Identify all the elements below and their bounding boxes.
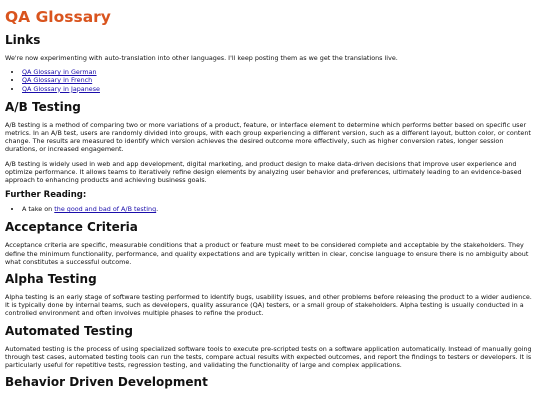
- ab-testing-paragraph-1: A/B testing is a method of comparing two or more variations of a product, feature, or interface element to determine which performs better based on specific user metrics. In an A/B test, users are randomly divided into groups, with each group experiencing a different version, such as a different layout, button color, or content change. The results are measured to identify which version achieves the desired outcome more effectively, such as higher conversion rates, longer session durations, or increased engagement.: [5, 120, 531, 154]
- alpha-testing-heading: Alpha Testing: [5, 272, 97, 287]
- ab-testing-heading: A/B Testing: [5, 99, 81, 114]
- link-glossary-french[interactable]: QA Glossary in French: [22, 76, 93, 85]
- bdd-heading: Behavior Driven Development: [5, 375, 208, 390]
- ab-testing-paragraph-2: A/B testing is widely used in web and app development, digital marketing, and product design to make data-driven decisions that improve user experience and optimize performance. It allows teams to iteratively refine design elements by analyzing user behavior and preferences, ultimately leading to an evidence-based approach to enhancing products and achieving business goals.: [5, 159, 522, 185]
- list-item: [22, 85, 535, 93]
- further-reading-heading: Further Reading:: [5, 190, 87, 201]
- link-glossary-japanese[interactable]: QA Glossary in Japanese: [22, 84, 100, 93]
- acceptance-criteria-paragraph: Acceptance criteria are specific, measurable conditions that a product or feature must meet to be considered complete and acceptable by the stakeholders. They define the minimum functionality, performance, and quality expectations and are typically written in clear, concise language to ensure there is no ambiguity about what constitutes a successful outcome.: [5, 241, 529, 266]
- further-reading-prefix: A take on: [22, 205, 55, 214]
- further-reading-list: [5, 205, 535, 213]
- page-title: QA Glossary: [5, 8, 111, 26]
- automated-testing-paragraph: Automated testing is the process of using specialized software tools to execute pre-scripted tests on a software application automatically. Instead of manually going through test cases, automated testing tools can run the tests, compare actual results with expected outcomes, and report the findings to testers or developers. It is particularly useful for repetitive tests, regression testing, and validating the functionality of large and complex applications.: [5, 344, 532, 370]
- links-intro: We're now experimenting with auto-translation into other languages. I'll keep posting them as we get the translations live.: [5, 54, 398, 62]
- link-good-bad-ab-testing[interactable]: the good and bad of A/B testing: [54, 205, 157, 214]
- list-item: [22, 205, 535, 213]
- list-item: [22, 76, 535, 84]
- alpha-testing-paragraph: Alpha testing is an early stage of software testing performed to identify bugs, usability issues, and other problems before releasing the product to a wider audience. It is typically done by internal teams, such as developers, quality assurance (QA) testers, or a small group of stakeholders. Alpha testing is usually conducted in a controlled environment and often involves multiple phases to refine the product.: [5, 293, 532, 318]
- links-heading: Links: [5, 33, 41, 47]
- automated-testing-heading: Automated Testing: [5, 323, 133, 338]
- list-item: [22, 68, 535, 76]
- link-glossary-german[interactable]: QA Glossary in German: [22, 68, 97, 77]
- translation-links-list: [5, 68, 535, 93]
- further-reading-suffix: .: [156, 205, 159, 214]
- acceptance-criteria-heading: Acceptance Criteria: [5, 220, 138, 235]
